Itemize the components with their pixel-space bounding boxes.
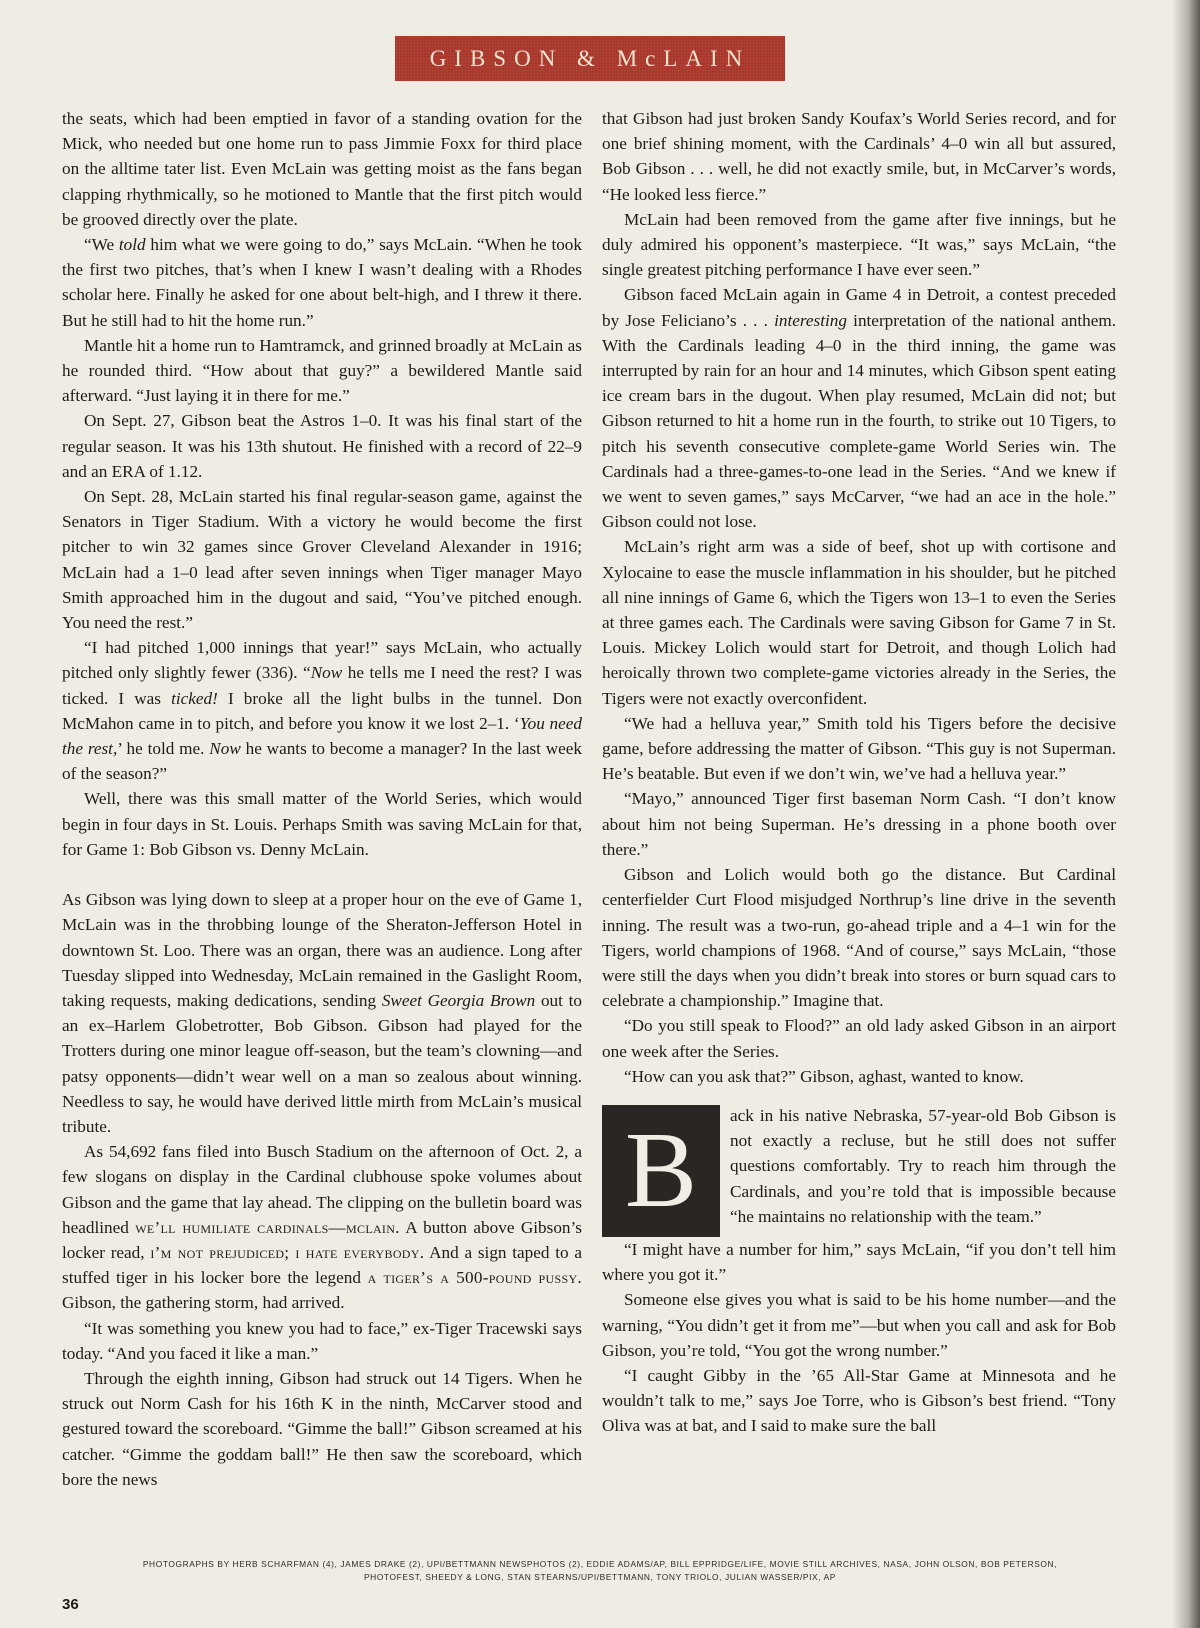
paragraph: Gibson and Lolich would both go the distance. But Cardinal centerfielder Curt Flood misjudged Northrup’s line drive in the seventh inning. The result was a two-run, go-ahead triple and a 4–1 win for the Tigers, world champions of 1968. “And of course,” says McLain, “those were still the days when you didn’t break into stores or burn squad cars to celebrate a championship.” Imagine that.	[602, 865, 1116, 1011]
paragraph: “It was something you knew you had to face,” ex-Tiger Tracewski says today. “And you faced it like a man.”	[62, 1318, 582, 1363]
drop-cap-section	[602, 1103, 1116, 1237]
paragraph: Mantle hit a home run to Hamtramck, and grinned broadly at McLain as he rounded third. “How about that guy?” a bewildered Mantle said afterward. “Just laying it in there for me.”	[62, 335, 582, 406]
right-column	[602, 106, 1116, 1439]
paragraph: On Sept. 28, McLain started his final regular-season game, against the Senators in Tiger Stadium. With a victory he would become the first pitcher to win 32 games since Grover Cleveland Alexander in 1916; McLain had a 1–0 lead after seven innings when Tiger manager Mayo Smith approached him in the dugout and said, “You’ve pitched enough. You need the rest.”	[62, 487, 582, 633]
paragraph: that Gibson had just broken Sandy Koufax’s World Series record, and for one brief shining moment, with the Cardinals’ 4–0 win all but assured, Bob Gibson . . . well, he did not exactly smile, but, in McCarver’s words, “He looked less fierce.”	[602, 109, 1116, 204]
paragraph: As Gibson was lying down to sleep at a proper hour on the eve of Game 1, McLain was in the throbbing lounge of the Sheraton-Jefferson Hotel in downtown St. Loo. There was an organ, there was an audience. Long after Tuesday slipped into Wednesday, McLain remained in the Gaslight Room, taking requests, making dedications, sending Sweet Georgia Brown out to an ex–Harlem Globetrotter, Bob Gibson. Gibson had played for the Trotters during one minor league off-season, but the team’s clowning—and patsy opponents—didn’t wear well on a man so zealous about winning. Needless to say, he would have derived little mirth from McLain’s musical tribute.	[62, 890, 582, 1136]
section-header	[395, 36, 785, 81]
paragraph: “I might have a number for him,” says McLain, “if you don’t tell him where you got it.”	[602, 1239, 1116, 1285]
page-number: 36	[62, 1596, 79, 1613]
paragraph: “I caught Gibby in the ’65 All-Star Game at Minnesota and he wouldn’t talk to me,” says Joe Torre, who is Gibson’s best friend. “Tony Oliva was at bat, and I said to make sure the ball	[602, 1365, 1116, 1436]
paragraph: “Mayo,” announced Tiger first baseman Norm Cash. “I don’t know about him not being Superman. He’s dressing in a phone booth over there.”	[602, 789, 1116, 859]
paragraph: Someone else gives you what is said to be his home number—and the warning, “You didn’t get it from me”—but when you call and ask for Bob Gibson, you’re told, “You got the wrong number.”	[602, 1290, 1116, 1360]
paragraph: “We told him what we were going to do,” says McLain. “When he took the first two pitches, that’s when I knew I wasn’t dealing with a Rhodes scholar here. Finally he asked for one about belt-high, and I threw it there. But he still had to hit the home run.”	[62, 235, 582, 330]
paragraph: “How can you ask that?” Gibson, aghast, wanted to know.	[624, 1066, 1024, 1086]
paragraph: the seats, which had been emptied in favor of a standing ovation for the Mick, who needed but one home run to pass Jimmie Foxx for third place on the alltime tater list. Even McLain was getting moist as the fans began clapping rhythmically, so he motioned to Mantle that the first pitch would be grooved directly over the plate.	[62, 109, 582, 229]
photo-credits: PHOTOGRAPHS BY HERB SCHARFMAN (4), JAMES DRAKE (2), UPI/BETTMANN NEWSPHOTOS (2), EDDIE ADAMS/AP, BILL EPPRIDGE/LIFE, MOVIE STILL ARCHIVES, NASA, JOHN OLSON, BOB PETERSON, PHOTOFEST, SHEEDY & LONG, STAN STEARNS/UPI/BETTMANN, TONY TRIOLO, JULIAN WASSER/PIX, AP	[142, 1559, 1058, 1582]
paragraph: ack in his native Nebraska, 57-year-old Bob Gibson is not exactly a recluse, but he still does not suffer questions comfortably. Try to reach him through the Cardinals, and you’re told that is impossible because “he maintains no relationship with the team.”	[730, 1105, 1116, 1226]
drop-cap: B	[602, 1105, 720, 1237]
paragraph: Through the eighth inning, Gibson had struck out 14 Tigers. When he struck out Norm Cash for his 16th K in the ninth, McCarver stood and gestured toward the scoreboard. “Gimme the ball!” Gibson screamed at his catcher. “Gimme the goddam ball!” He then saw the scoreboard, which bore the news	[62, 1368, 582, 1489]
paragraph: Well, there was this small matter of the World Series, which would begin in four days in St. Louis. Perhaps Smith was saving McLain for that, for Game 1: Bob Gibson vs. Denny McLain.	[62, 789, 582, 859]
section-title: GIBSON & McLAIN	[429, 45, 751, 71]
paragraph: McLain’s right arm was a side of beef, shot up with cortisone and Xylocaine to ease the muscle inflammation in his shoulder, but he pitched all nine innings of Game 6, which the Tigers won 13–1 to even the Series at three games each. The Cardinals were saving Gibson for Game 7 in St. Louis. Mickey Lolich would start for Detroit, and though Lolich had heroically thrown two complete-game victories already in the Series, the Tigers were not exactly overconfident.	[602, 537, 1116, 708]
paragraph: Gibson faced McLain again in Game 4 in Detroit, a contest preceded by Jose Feliciano’s . . . interesting interpretation of the national anthem. With the Cardinals leading 4–0 in the third inning, the game was interrupted by rain for an hour and 14 minutes, which Gibson spent eating ice cream bars in the dugout. When play resumed, McLain did not; but Gibson returned to hit a home run in the fourth, to strike out 10 Tigers, to pitch his seventh consecutive complete-game World Series win. The Cardinals had a three-games-to-one lead in the Series. “And we knew if we went to seven games,” says McCarver, “we had an ace in the hole.” Gibson could not lose.	[602, 285, 1117, 532]
paragraph: McLain had been removed from the game after five innings, but he duly admired his opponent’s masterpiece. “It was,” says McLain, “the single greatest pitching performance I have ever seen.”	[602, 209, 1116, 280]
paragraph: “I had pitched 1,000 innings that year!” says McLain, who actually pitched only slightly fewer (336). “Now he tells me I need the rest? I was ticked. I was ticked! I broke all the light bulbs in the tunnel. Don McMahon came in to pitch, and before you know it we lost 2–1. ‘You need the rest,’ he told me. Now he wants to become a manager? In the last week of the season?”	[62, 638, 583, 784]
left-column	[62, 106, 582, 1492]
paragraph: “Do you still speak to Flood?” an old lady asked Gibson in an airport one week after the Series.	[602, 1016, 1116, 1061]
paragraph: As 54,692 fans filed into Busch Stadium on the afternoon of Oct. 2, a few slogans on display in the Cardinal clubhouse spoke volumes about Gibson and the game that lay ahead. The clipping on the bulletin board was headlined we’ll humiliate cardinals—mclain. A button above Gibson’s locker read, i’m not prejudiced; i hate everybody. And a sign taped to a stuffed tiger in his locker bore the legend a tiger’s a 500-pound pussy. Gibson, the gathering storm, had arrived.	[62, 1142, 583, 1313]
paragraph: On Sept. 27, Gibson beat the Astros 1–0. It was his final start of the regular season. It was his 13th shutout. He finished with a record of 22–9 and an ERA of 1.12.	[62, 411, 582, 481]
page-gutter-shadow	[1172, 0, 1200, 1628]
paragraph: “We had a helluva year,” Smith told his Tigers before the decisive game, before addressing the matter of Gibson. “This guy is not Superman. He’s beatable. But even if we don’t win, we’ve had a helluva year.”	[602, 713, 1116, 784]
